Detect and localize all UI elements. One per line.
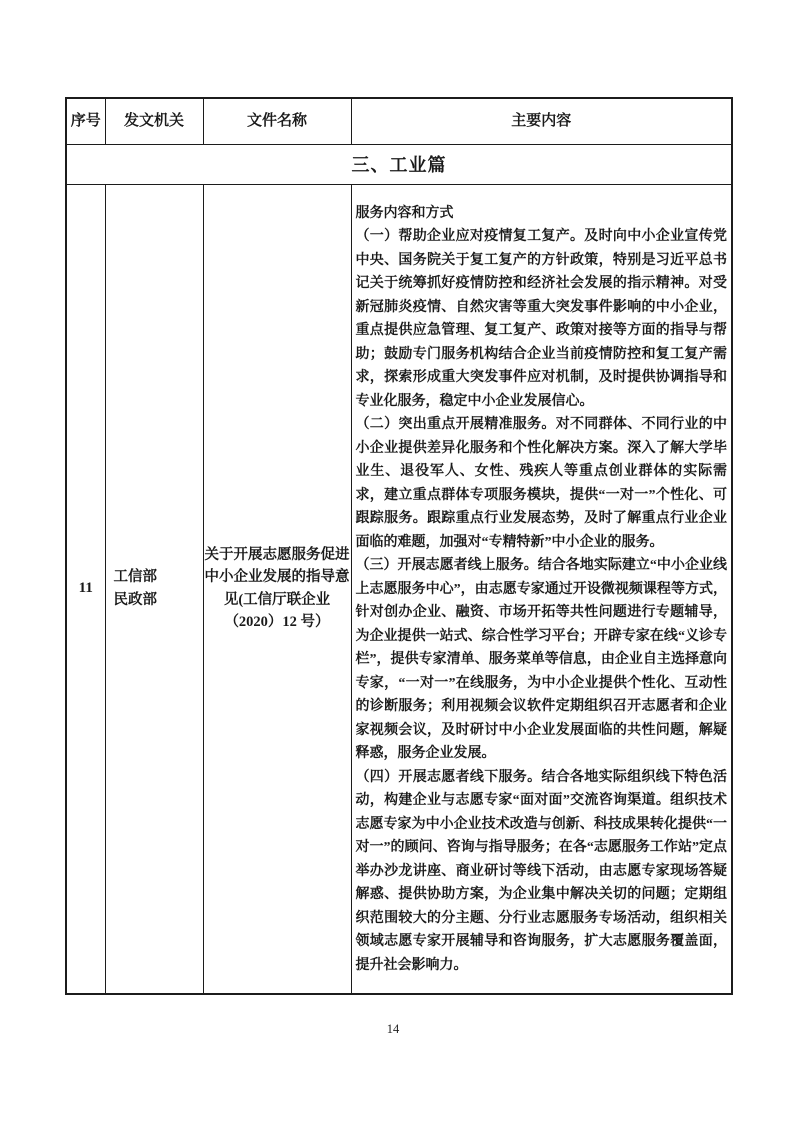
main-content-cell <box>351 184 732 994</box>
header-document-name: 文件名称 <box>203 98 351 144</box>
serial-number-cell: 11 <box>66 184 105 994</box>
content-paragraph: （三）开展志愿者线上服务。结合各地实际建立“中小企业线上志愿服务中心”，由志愿专家通过开设微视频课程等方式，针对创办企业、融资、市场开拓等共性问题进行专题辅导，为企业提供一站式、综合性学习平台；开辟专家在线“义诊专栏”，提供专家清单、服务菜单等信息，由企业自主选择意向专家，“一对一”在线服务，为中小企业提供个性化、互动性的诊断服务；利用视频会议软件定期组织召开志愿者和企业家视频会议，及时研讨中小企业发展面临的共性问题，解疑释惑，服务企业发展。 <box>355 558 727 761</box>
document-title-cell: 关于开展志愿服务促进中小企业发展的指导意见(工信厅联企业（2020）12 号） <box>203 184 351 994</box>
header-serial-number: 序号 <box>66 98 105 144</box>
content-paragraph: （一）帮助企业应对疫情复工复产。及时向中小企业宣传党中央、国务院关于复工复产的方针政策，特别是习近平总书记关于统筹抓好疫情防控和经济社会发展的指示精神。对受新冠肺炎疫情、自然灾害等重大突发事件影响的中小企业，重点提供应急管理、复工复产、政策对接等方面的指导与帮助；鼓励专门服务机构结合企业当前疫情防控和复工复产需求，探索形成重大突发事件应对机制，及时提供协调指导和专业化服务，稳定中小企业发展信心。 <box>355 229 727 409</box>
content-paragraph: （四）开展志愿者线下服务。结合各地实际组织线下特色活动，构建企业与志愿专家“面对面”交流咨询渠道。组织技术志愿专家为中小企业技术改造与创新、科技成果转化提供“一对一”的顾问、咨询与指导服务；在各“志愿服务工作站”定点举办沙龙讲座、商业研讨等线下活动，由志愿专家现场答疑解惑、提供协助方案，为企业集中解决关切的问题；定期组织范围较大的分主题、分行业志愿服务专场活动，组织相关领域志愿专家开展辅导和咨询服务，扩大志愿服务覆盖面，提升社会影响力。 <box>355 769 727 973</box>
header-main-content: 主要内容 <box>351 98 732 144</box>
issuing-agency-cell <box>105 184 203 994</box>
section-title: 三、工业篇 <box>66 144 732 184</box>
agency-name: 工信部 <box>113 568 157 585</box>
agency-name: 民政部 <box>113 591 157 608</box>
content-paragraph: 服务内容和方式 <box>355 205 454 221</box>
content-paragraph: （二）突出重点开展精准服务。对不同群体、不同行业的中小企业提供差异化服务和个性化解决方案。深入了解大学毕业生、退役军人、女性、残疾人等重点创业群体的实际需求，建立重点群体专项服务模块，提供“一对一”个性化、可跟踪服务。跟踪重点行业发展态势，及时了解重点行业企业面临的难题，加强对“专精特新”中小企业的服务。 <box>355 417 727 550</box>
header-issuing-agency: 发文机关 <box>105 98 203 144</box>
page-number: 14 <box>386 1022 400 1036</box>
policy-documents-table <box>65 97 733 995</box>
section-title-row <box>66 144 732 184</box>
table-header-row <box>66 98 732 144</box>
table-row <box>66 184 732 994</box>
